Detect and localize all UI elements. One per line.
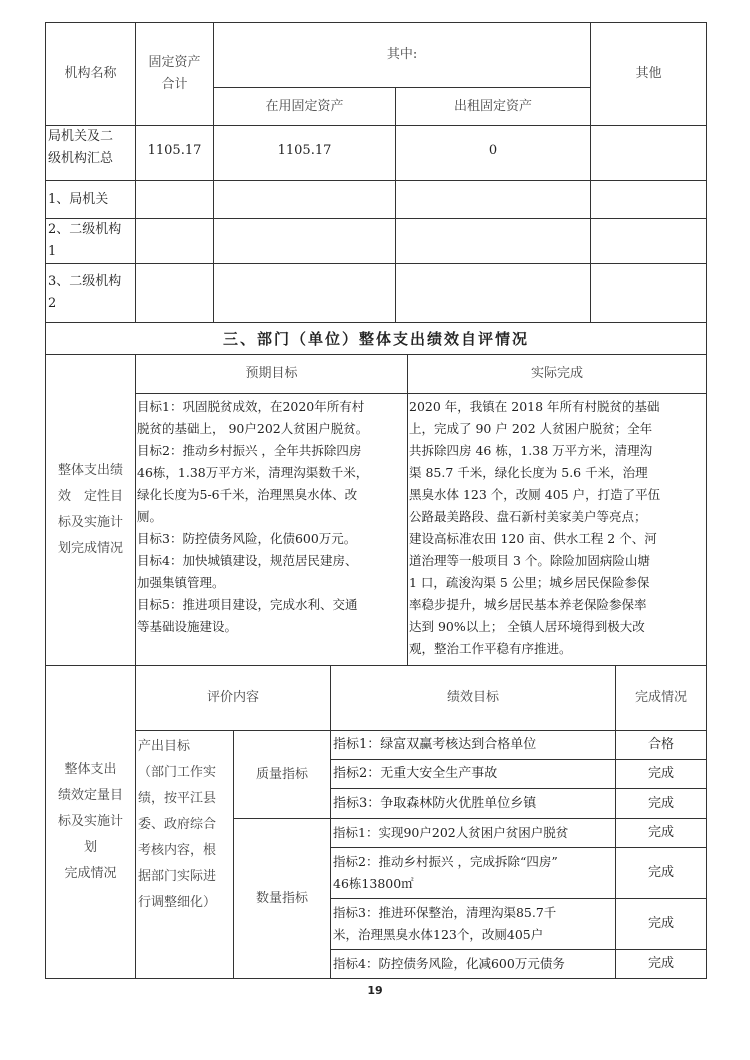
- total-value: 1105.17: [136, 126, 214, 181]
- qualitative-label: 整体支出绩 效 定性目 标及实施计 划完成情况: [46, 355, 136, 666]
- table-row: [46, 126, 707, 181]
- rented-value: [396, 219, 591, 264]
- indicator-target: 指标4：防控债务风险，化减600万元债务: [331, 950, 616, 979]
- indicator-status: 完成: [616, 789, 707, 819]
- rented-value: [396, 264, 591, 323]
- other-value: [591, 219, 707, 264]
- fixed-asset-table: [45, 22, 707, 355]
- rented-value: 0: [396, 126, 591, 181]
- quality-indicator-label: 质量指标: [234, 731, 331, 819]
- header-org-name: 机构名称: [46, 23, 136, 126]
- section-title: 三、部门（单位）整体支出绩效自评情况: [46, 323, 707, 355]
- rented-value: [396, 181, 591, 219]
- page-number: 19: [367, 984, 383, 997]
- table-row: [46, 181, 707, 219]
- header-of-which: 其中:: [214, 23, 591, 88]
- indicator-status: 完成: [616, 760, 707, 789]
- expected-text: 目标1：巩固脱贫成效，在2020年所有村 脱贫的基础上， 90户202人贫困户脱贫。 目标2：推动乡村振兴 ，全年共拆除四房 46栋，1.38万平方米，清理沟渠数千米， 绿化长度为5-6千米，治理黑臭水体、改 厕。 目标3：防控债务风险，化债600万元。 目标4：加快城镇建设，规范居民建房、 加强集镇管理。 目标5：推进项目建设，完成水利、交通 等基础设施建设。: [136, 394, 408, 666]
- header-other: 其他: [591, 23, 707, 126]
- in-use-value: [214, 219, 396, 264]
- quantitative-table: [45, 665, 707, 979]
- indicator-target: 指标3：推进环保整治，清理沟渠85.7千 米，治理黑臭水体123个，改厕405户: [331, 899, 616, 950]
- other-value: [591, 264, 707, 323]
- target-header: 绩效目标: [331, 666, 616, 731]
- indicator-target: 指标2：无重大安全生产事故: [331, 760, 616, 789]
- org-name: 3、二级机构 2: [46, 264, 136, 323]
- indicator-target: 指标1：实现90户202人贫困户贫困户脱贫: [331, 819, 616, 848]
- indicator-target: 指标3：争取森林防火优胜单位乡镇: [331, 789, 616, 819]
- in-use-value: [214, 264, 396, 323]
- qualitative-table: [45, 354, 707, 666]
- output-goal: 产出目标 （部门工作实 绩，按平江县 委、政府综合 考核内容，根 据部门实际进 行调整细化）: [136, 731, 234, 979]
- indicator-target: 指标2：推动乡村振兴 ，完成拆除“四房” 46栋13800㎡: [331, 848, 616, 899]
- total-value: [136, 181, 214, 219]
- content-header: 评价内容: [136, 666, 331, 731]
- org-name: 局机关及二 级机构汇总: [46, 126, 136, 181]
- header-in-use: 在用固定资产: [214, 88, 396, 126]
- other-value: [591, 126, 707, 181]
- indicator-status: 完成: [616, 848, 707, 899]
- in-use-value: 1105.17: [214, 126, 396, 181]
- quantitative-label: 整体支出 绩效定量目 标及实施计 划 完成情况: [46, 666, 136, 979]
- in-use-value: [214, 181, 396, 219]
- org-name: 1、局机关: [46, 181, 136, 219]
- expected-header: 预期目标: [136, 355, 408, 394]
- table-row: [46, 219, 707, 264]
- total-value: [136, 219, 214, 264]
- actual-text: 2020 年，我镇在 2018 年所有村脱贫的基础 上，完成了 90 户 202 人贫困户脱贫；全年 共拆除四房 46 栋，1.38 万平方米，清理沟 渠 85.7 千米，绿化长度为 5.6 千米，治理 黑臭水体 123 个，改厕 405 户，打造了平伍 公路最美路段、盘石新村美家美户等亮点； 建设高标准农田 120 亩、供水工程 2 个、河 道治理等一般项目 3 个。除险加固病险山塘 1 口，疏浚沟渠 5 公里；城乡居民保险参保 率稳步提升，城乡居民基本养老保险参保率 达到 90%以上； 全镇人居环境得到极大改 观，整治工作平稳有序推进。: [408, 394, 707, 666]
- status-header: 完成情况: [616, 666, 707, 731]
- header-total: 固定资产 合计: [136, 23, 214, 126]
- total-value: [136, 264, 214, 323]
- quantity-indicator-label: 数量指标: [234, 819, 331, 979]
- indicator-status: 完成: [616, 819, 707, 848]
- indicator-status: 合格: [616, 731, 707, 760]
- indicator-status: 完成: [616, 899, 707, 950]
- actual-header: 实际完成: [408, 355, 707, 394]
- org-name: 2、二级机构 1: [46, 219, 136, 264]
- header-rented: 出租固定资产: [396, 88, 591, 126]
- other-value: [591, 181, 707, 219]
- table-row: [46, 264, 707, 323]
- indicator-status: 完成: [616, 950, 707, 979]
- indicator-target: 指标1：绿富双赢考核达到合格单位: [331, 731, 616, 760]
